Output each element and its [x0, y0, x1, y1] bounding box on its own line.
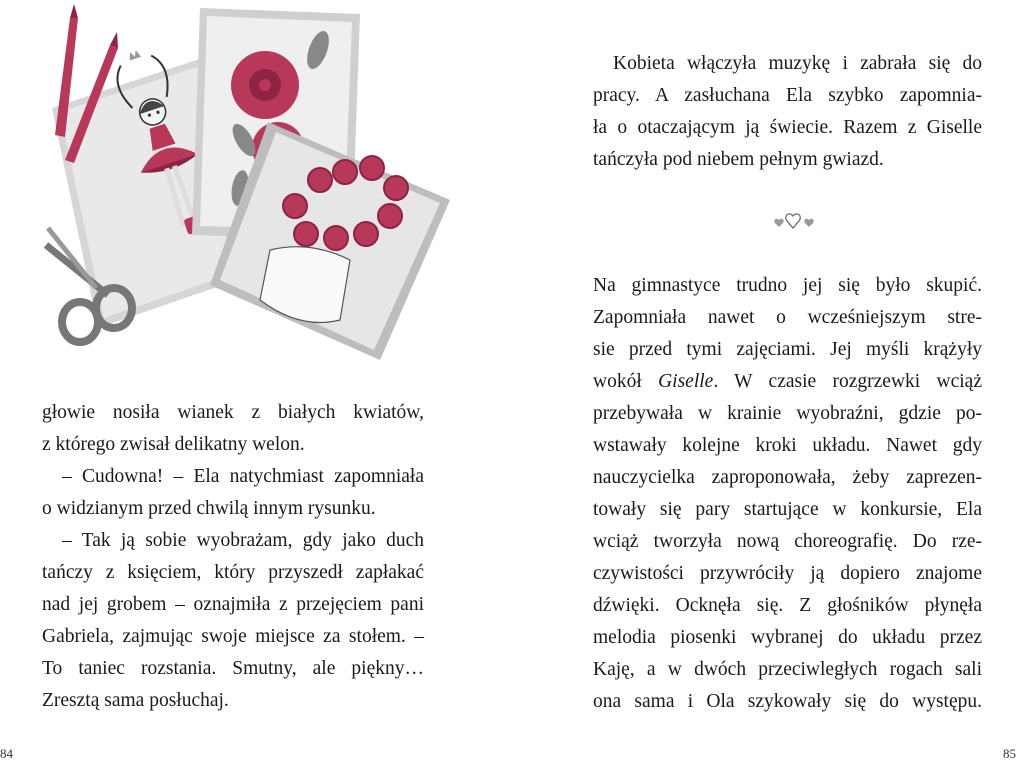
text-line: sie przed tymi zajęciami. Jej myśli krążyły	[593, 339, 982, 360]
text-line: tańczy z księciem, który przyszedł zapłakać	[42, 562, 424, 583]
text-line: nad jej grobem – oznajmiła z przejęciem pani	[42, 594, 424, 615]
text-line: Na gimnastyce trudno jej się było skupić.	[593, 275, 982, 296]
text-line: – Cudowna! – Ela natychmiast zapomniała	[62, 466, 424, 487]
text-line: wokół Giselle. W czasie rozgrzewki wciąż	[593, 371, 982, 392]
page-number-left: 84	[0, 746, 13, 761]
text-line: wstawały kolejne kroki układu. Nawet gdy	[593, 435, 982, 456]
text-line: przebywała w krainie wyobraźni, gdzie po-	[593, 403, 982, 424]
drawings-pencils-scissors-illustration	[0, 0, 460, 360]
text-line: z którego zwisał delikatny welon.	[42, 434, 305, 455]
text-line: Kaję, a w dwóch przeciwległych rogach sali	[593, 659, 982, 680]
left-page-text	[42, 397, 424, 717]
text-line: czywistości przywróciły ją dopiero znajome	[593, 563, 982, 584]
right-page-paragraph-2	[593, 270, 982, 718]
right-page-paragraph-1	[593, 48, 982, 176]
text-line: towały się pary startujące w konkursie, Ela	[593, 499, 982, 520]
text-line: melodia piosenki wybranej do układu przez	[593, 627, 982, 648]
text-line: dźwięki. Ocknęła się. Z głośników płynęła	[593, 595, 982, 616]
text-line: – Tak ją sobie wyobrażam, gdy jako duch	[62, 530, 424, 551]
text-line: Zapomniała nawet o wcześniejszym stre-	[593, 307, 982, 328]
text-line: ła o otaczającym ją świecie. Razem z Giselle	[593, 117, 982, 138]
text-line: ona sama i Ola szykowały się do występu.	[593, 691, 982, 712]
text-line: Kobieta włączyła muzykę i zabrała się do	[613, 53, 982, 74]
text-line: głowie nosiła wianek z białych kwiatów,	[42, 402, 424, 423]
text-line: pracy. A zasłuchana Ela szybko zapomnia-	[593, 85, 982, 106]
text-line: To taniec rozstania. Smutny, ale piękny…	[42, 658, 424, 679]
text-line: nauczycielka zaproponowała, żeby zaprezen-	[593, 467, 982, 488]
page-number-right: 85	[1003, 746, 1016, 761]
heart-ornament-icon	[771, 208, 821, 230]
text-line: wciąż tworzyła nową choreografię. Do rze-	[593, 531, 982, 552]
text-line: Gabriela, zajmując swoje miejsce za stołem. –	[42, 626, 424, 647]
text-line: o widzianym przed chwilą innym rysunku.	[42, 498, 376, 519]
right-page	[508, 0, 1016, 768]
text-line: Zresztą sama posłuchaj.	[42, 690, 229, 711]
text-line: tańczyła pod niebem pełnym gwiazd.	[593, 149, 884, 170]
